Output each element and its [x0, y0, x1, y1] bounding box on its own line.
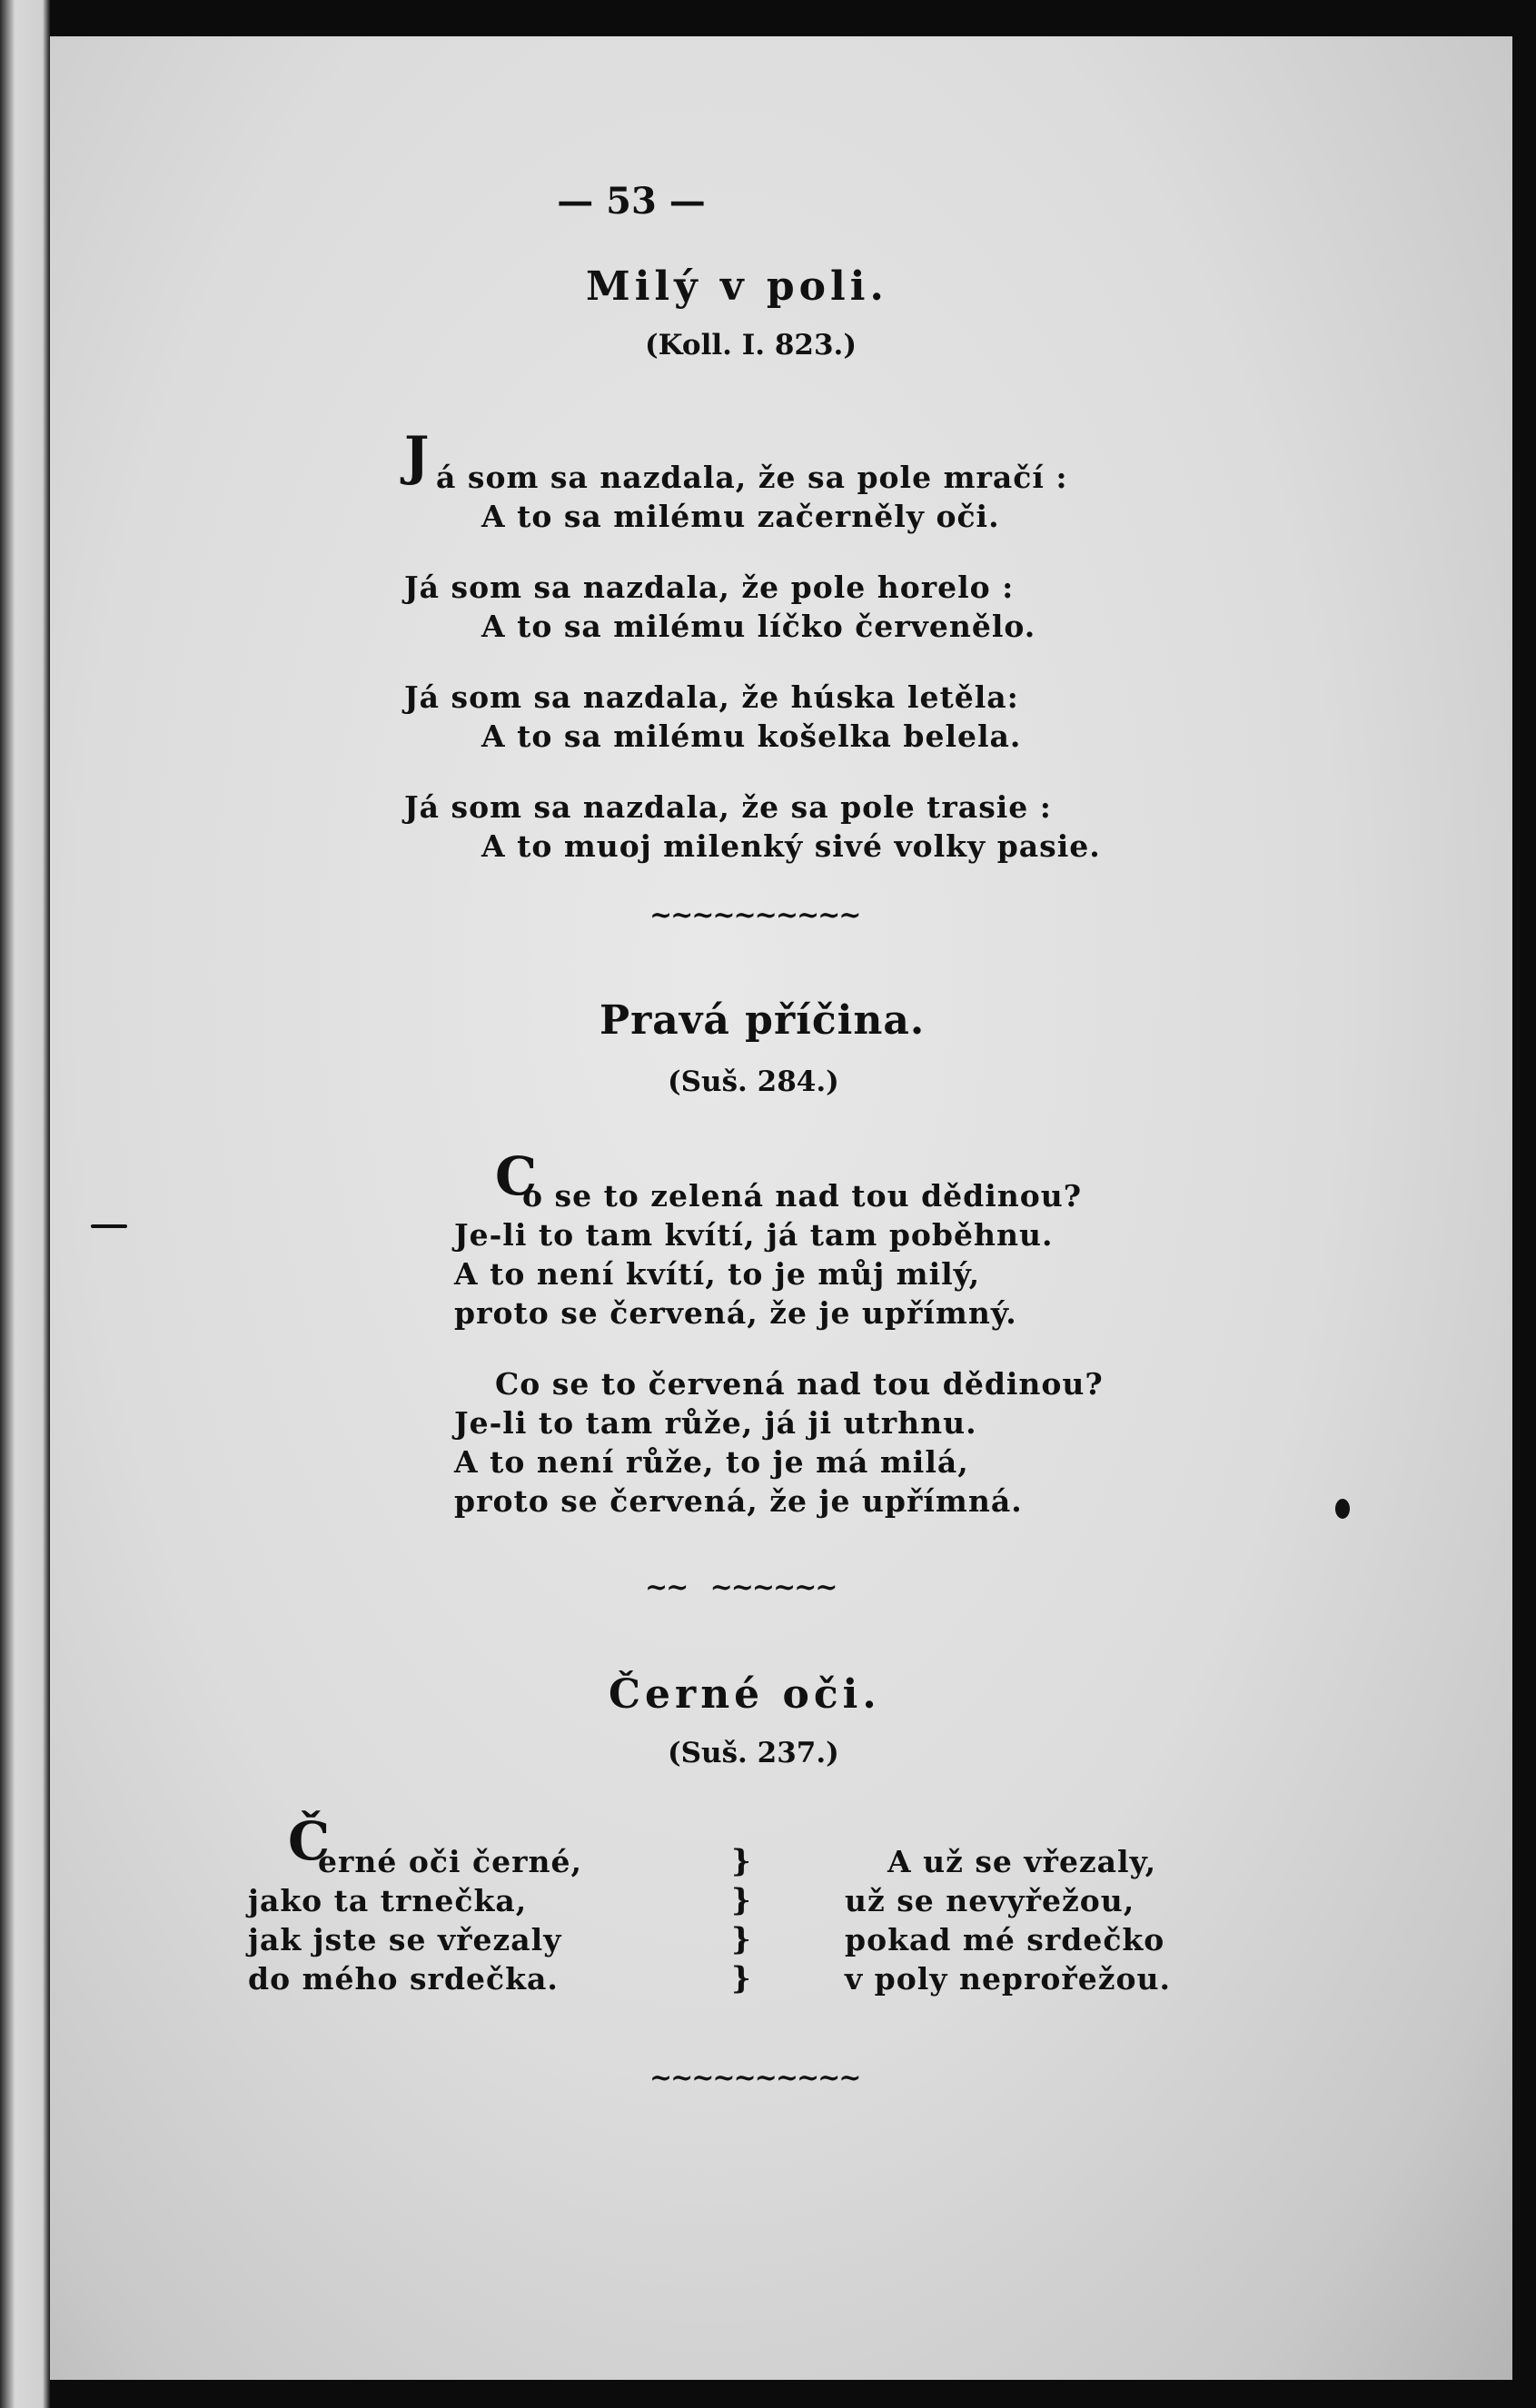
verse-line: A to muoj milenký sivé volky pasie.: [481, 828, 1101, 864]
verse-line: á som sa nazdala, že sa pole mračí :: [436, 460, 1068, 495]
drop-cap: J: [404, 425, 430, 487]
poem-title-mily-v-poli: Milý v poli.: [586, 263, 888, 310]
poem-title-cerne-oci: Černé oči.: [609, 1671, 881, 1718]
ornament-divider: ~~~~~~~~~~: [649, 2062, 860, 2094]
verse-line: proto se červená, že je upřímná.: [454, 1483, 1023, 1519]
verse-line: pokad mé srdečko: [845, 1922, 1165, 1957]
verse-line: jak jste se vřezaly: [248, 1922, 562, 1957]
page-number: — 53 —: [557, 180, 706, 223]
poem-reference: (Suš. 284.): [668, 1065, 839, 1098]
verse-line: A to není růže, to je má milá,: [454, 1444, 969, 1480]
verse-line: A to není kvítí, to je můj milý,: [454, 1256, 981, 1292]
verse-line: Já som sa nazdala, že sa pole trasie :: [404, 789, 1052, 825]
ornament-divider: ~~ ~~~~~~: [645, 1571, 837, 1603]
verse-line: jako ta trnečka,: [248, 1883, 528, 1918]
brace-divider: } } } }: [731, 1843, 751, 1997]
verse-line: o se to zelená nad tou dědinou?: [522, 1178, 1083, 1214]
verse-line: A to sa milému košelka belela.: [481, 718, 1022, 754]
poem-reference: (Koll. I. 823.): [645, 329, 857, 362]
poem-reference: (Suš. 237.): [668, 1737, 839, 1769]
verse-line: Já som sa nazdala, že pole horelo :: [404, 570, 1015, 605]
verse-line: A už se vřezaly,: [887, 1844, 1157, 1879]
poem-title-prava-pricina: Pravá příčina.: [600, 997, 926, 1044]
ink-speck: [1335, 1499, 1350, 1519]
verse-line: proto se červená, že je upřímný.: [454, 1295, 1017, 1331]
verse-line: Co se to červená nad tou dědinou?: [495, 1366, 1104, 1402]
book-binding-edge: [0, 0, 50, 2408]
verse-line: do mého srdečka.: [248, 1961, 559, 1997]
verse-line: Je-li to tam kvítí, já tam poběhnu.: [454, 1217, 1054, 1253]
verse-line: erné oči černé,: [318, 1844, 582, 1879]
verse-line: Já som sa nazdala, že húska letěla:: [404, 679, 1019, 715]
verse-line: A to sa milému líčko červenělo.: [481, 609, 1036, 644]
drop-cap: C: [495, 1145, 538, 1207]
drop-cap: Č: [288, 1810, 331, 1872]
ornament-divider: ~~~~~~~~~~: [649, 899, 860, 931]
ink-speck: [91, 1224, 127, 1228]
book-page: [50, 36, 1512, 2380]
verse-line: Je-li to tam růže, já ji utrhnu.: [454, 1405, 977, 1441]
verse-line: A to sa milému začerněly oči.: [481, 499, 1000, 534]
verse-line: v poly neprořežou.: [845, 1961, 1172, 1997]
verse-line: už se nevyřežou,: [845, 1883, 1135, 1918]
